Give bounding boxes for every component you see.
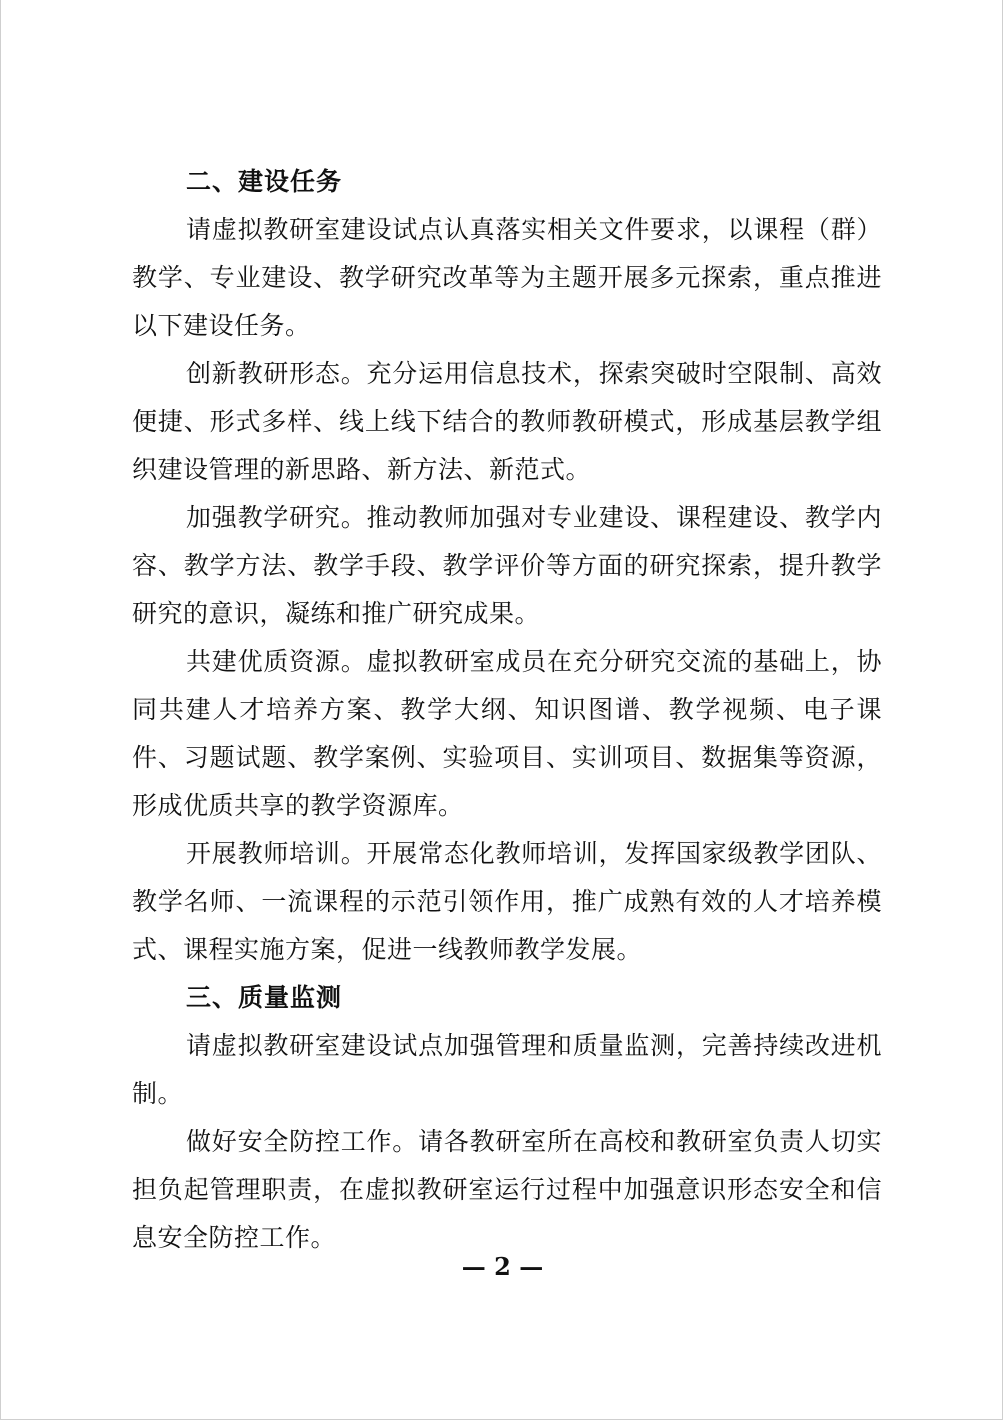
- section-heading-quality-monitoring: 三、质量监测: [186, 983, 343, 1012]
- paragraph-text: 请虚拟教研室建设试点认真落实相关文件要求，以课程（群）教学、专业建设、教学研究改革等为主题开展多元探索，重点推进以下建设任务。: [132, 215, 882, 340]
- paragraph-intro-quality: [132, 1022, 882, 1118]
- paragraph-lead: 开展教师培训。: [186, 839, 367, 868]
- section-heading-construction-tasks: 二、建设任务: [186, 167, 343, 196]
- paragraph-lead: 共建优质资源。: [186, 647, 367, 676]
- paragraph-text: 开展常态化教师培训，发挥国家级教学团队、教学名师、一流课程的示范引领作用，推广成熟有效的人才培养模式、课程实施方案，促进一线教师教学发展。: [132, 839, 882, 964]
- paragraph-text: 充分运用信息技术，探索突破时空限制、高效便捷、形式多样、线上线下结合的教师教研模式，形成基层教学组织建设管理的新思路、新方法、新范式。: [132, 359, 882, 484]
- paragraph-lead: 加强教学研究。: [186, 503, 367, 532]
- paragraph-lead: 创新教研形态。: [186, 359, 367, 388]
- paragraph-innovate-research-form: [132, 350, 882, 494]
- paragraph-shared-resources: [132, 638, 882, 830]
- paragraph-strengthen-research: [132, 494, 882, 638]
- document-body: [132, 158, 882, 1262]
- paragraph-security-control: [132, 1118, 882, 1262]
- paragraph-teacher-training: [132, 830, 882, 974]
- paragraph-text: 推动教师加强对专业建设、课程建设、教学内容、教学方法、教学手段、教学评价等方面的研究探索，提升教学研究的意识，凝练和推广研究成果。: [132, 503, 882, 628]
- paragraph-lead: 做好安全防控工作。: [186, 1127, 419, 1156]
- paragraph-intro-tasks: [132, 206, 882, 350]
- paragraph-text: 请各教研室所在高校和教研室负责人切实担负起管理职责，在虚拟教研室运行过程中加强意识形态安全和信息安全防控工作。: [132, 1127, 882, 1252]
- paragraph-text: 请虚拟教研室建设试点加强管理和质量监测，完善持续改进机制。: [132, 1031, 882, 1108]
- paragraph-text: 虚拟教研室成员在充分研究交流的基础上，协同共建人才培养方案、教学大纲、知识图谱、教学视频、电子课件、习题试题、教学案例、实验项目、实训项目、数据集等资源，形成优质共享的教学资源库。: [132, 647, 882, 820]
- page-number: — 2 —: [461, 1252, 544, 1281]
